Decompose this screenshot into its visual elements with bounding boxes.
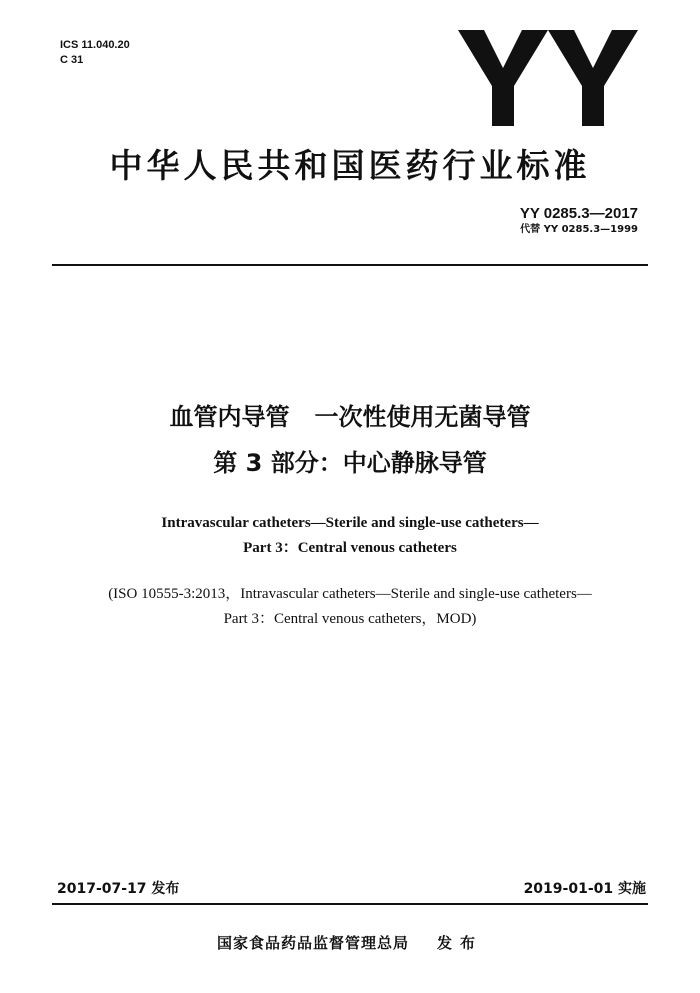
title-en-line1: Intravascular catheters—Sterile and single-use catheters—: [161, 515, 539, 531]
header-divider: [52, 264, 648, 266]
title-cn-line2: 第 3 部分：中心静脉导管: [213, 449, 487, 477]
publisher-action: 发布: [437, 934, 484, 952]
publisher-line: [0, 932, 700, 953]
standard-number-block: [520, 205, 638, 237]
title-en-line2: Part 3：Central venous catheters: [243, 540, 457, 556]
issue-date: 2017-07-17 发布: [57, 881, 180, 897]
publisher-org: 国家食品药品监督管理总局: [216, 934, 409, 952]
standard-number: YY 0285.3—2017: [519, 205, 638, 222]
ccs-code: C 31: [60, 54, 84, 66]
yy-logo-icon: [458, 30, 638, 126]
classification-block: [60, 38, 130, 68]
iso-reference-line2: Part 3：Central venous catheters，MOD): [223, 611, 477, 627]
footer-divider: [52, 903, 648, 905]
effective-date: 2019-01-01 实施: [523, 881, 646, 897]
title-cn-line1: 血管内导管 一次性使用无菌导管: [169, 403, 531, 431]
agency-title: 中华人民共和国医药行业标准: [109, 146, 591, 185]
ics-code: ICS 11.040.20: [60, 39, 130, 51]
iso-reference-line1: (ISO 10555-3:2013，Intravascular catheters—Sterile and single-use catheters—: [108, 586, 592, 602]
replaces-note: 代替 YY 0285.3—1999: [520, 224, 638, 235]
yy-brand-logo: [458, 30, 638, 126]
